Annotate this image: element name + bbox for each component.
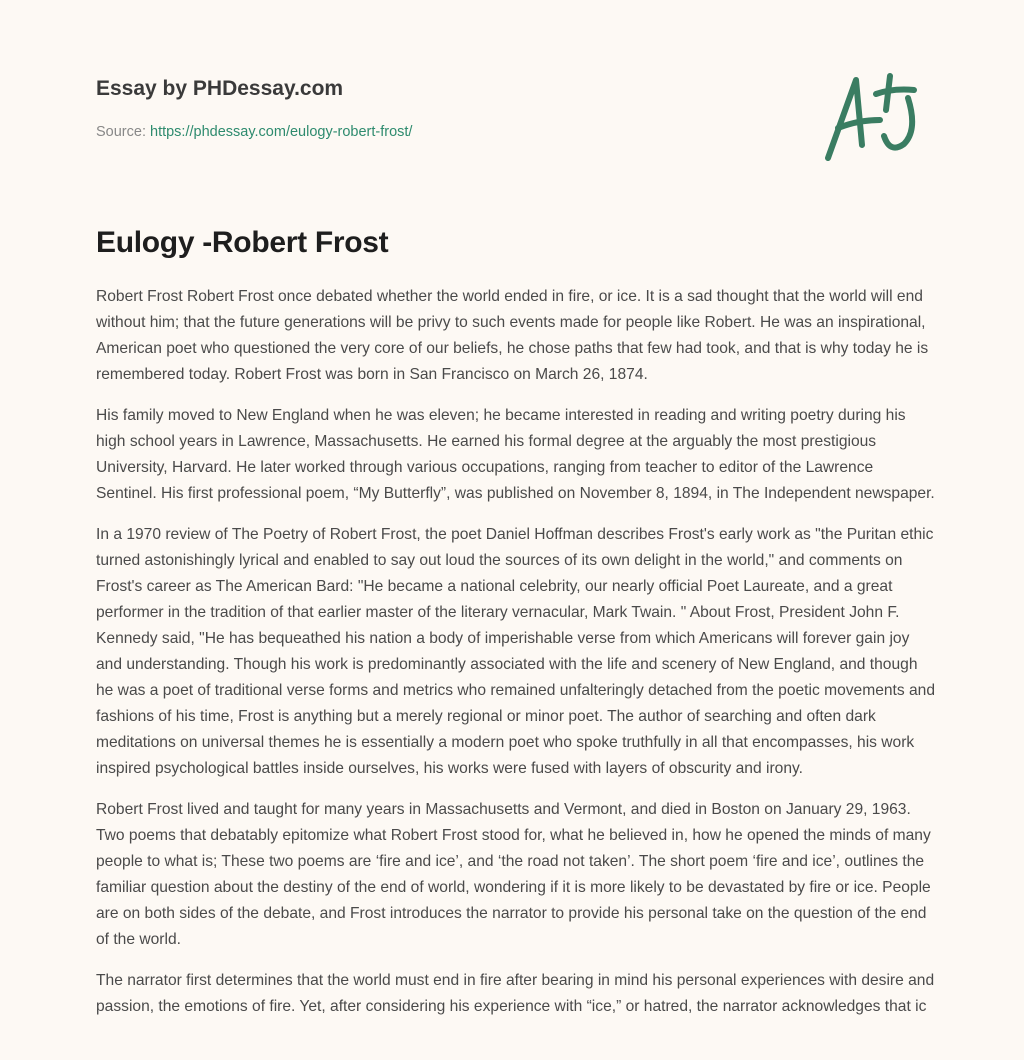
paragraph: Robert Frost Robert Frost once debated whether the world ended in fire, or ice. It is a sad thought that the world will end without him; that the future generations will be privy to such events made for people like Robert. He was an inspirational, American poet who questioned the very core of our beliefs, he chose paths that few had took, and that is why today he is remembered today. Robert Frost was born in San Francisco on March 26, 1874. — [96, 288, 929, 383]
a-plus-logo-icon — [818, 70, 928, 170]
paragraph: The narrator first determines that the world must end in fire after bearing in mind his personal experiences with desire and passion, the emotions of fire. Yet, after considering his experience with “ice,” or hatred, the narrator acknowledges that ic — [96, 972, 935, 1015]
paragraph: In a 1970 review of The Poetry of Robert Frost, the poet Daniel Hoffman describes Frost's early work as "the Puritan ethic turned astonishingly lyrical and enabled to say out loud the sources of its own delight in the world," and comments on Frost's career as The American Bard: "He became a national celebrity, our nearly official Poet Laureate, and a great performer in the tradition of that earlier master of the literary vernacular, Mark Twain. " About Frost, President John F. Kennedy said, "He has bequeathed his nation a body of imperishable verse from which Americans will forever gain joy and understanding. Though his work is predominantly associated with the life and scenery of New England, and though he was a poet of traditional verse forms and metrics who remained unfalteringly detached from the poetic movements and fashions of his time, Frost is anything but a merely regional or minor poet. The author of searching and often dark meditations on universal themes he is essentially a modern poet who spoke truthfully in all that encompasses, his work inspired psychological battles inside ourselves, his works were fused with layers of obscurity and irony. — [96, 526, 936, 777]
site-brand: Essay by PHDessay.com — [96, 77, 344, 100]
essay-body — [96, 284, 936, 1035]
paragraph: His family moved to New England when he was eleven; he became interested in reading and writing poetry during his high school years in Lawrence, Massachusetts. He earned his formal degree at the arguably the most prestigious University, Harvard. He later worked through various occupations, ranging from teacher to editor of the Lawrence Sentinel. His first professional poem, “My Butterfly”, was published on November 8, 1894, in The Independent newspaper. — [96, 407, 935, 502]
page-title: Eulogy -Robert Frost — [96, 226, 389, 259]
source-label: Source: — [96, 124, 150, 140]
paragraph: Robert Frost lived and taught for many years in Massachusetts and Vermont, and died in Boston on January 29, 1963. Two poems that debatably epitomize what Robert Frost stood for, what he believed in, how he opened the minds of many people to what is; These two poems are ‘fire and ice’, and ‘the road not taken’. The short poem ‘fire and ice’, outlines the familiar question about the destiny of the end of world, wondering if it is more likely to be devastated by fire or ice. People are on both sides of the debate, and Frost introduces the narrator to provide his personal take on the question of the end of the world. — [96, 801, 931, 948]
source-link[interactable]: https://phdessay.com/eulogy-robert-frost/ — [150, 124, 413, 140]
source-line — [96, 124, 412, 140]
